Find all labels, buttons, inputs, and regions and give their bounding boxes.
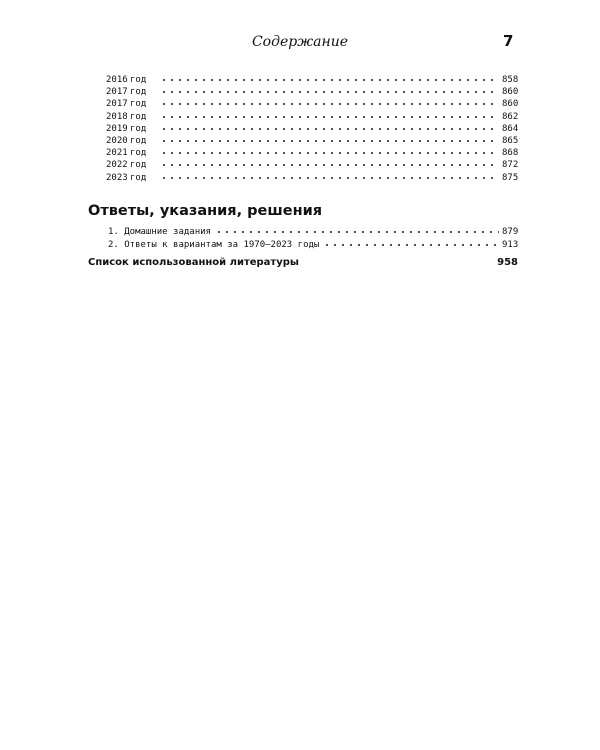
toc-entry-year bbox=[106, 143, 519, 159]
toc-entry-year bbox=[106, 168, 519, 183]
toc-entry-label: 1. Домашние задания bbox=[108, 227, 211, 237]
toc-page-number: 879 bbox=[502, 227, 519, 237]
toc-year: 2017 bbox=[106, 87, 128, 98]
toc-year: 2018 bbox=[106, 111, 128, 122]
toc-year: 2023 bbox=[106, 172, 128, 183]
answers-entries-list bbox=[108, 222, 518, 248]
toc-entry-year bbox=[106, 70, 519, 85]
toc-page-number: 868 bbox=[502, 148, 519, 159]
page-header bbox=[0, 32, 600, 54]
bibliography-page-number: 958 bbox=[497, 257, 518, 268]
toc-year-label: год bbox=[130, 172, 147, 183]
toc-page-number: 858 bbox=[502, 75, 519, 85]
toc-page-number: 860 bbox=[502, 87, 519, 98]
toc-page-number: 865 bbox=[502, 135, 519, 146]
dot-leader bbox=[160, 82, 499, 94]
toc-entry-bibliography bbox=[88, 257, 518, 268]
toc-entry-year bbox=[106, 119, 519, 134]
toc-year: 2019 bbox=[106, 123, 128, 134]
toc-year-label: год bbox=[130, 87, 147, 98]
toc-year-label: год bbox=[130, 135, 147, 146]
toc-entry-year bbox=[106, 155, 519, 171]
toc-year: 2020 bbox=[106, 135, 128, 146]
dot-leader bbox=[160, 107, 499, 119]
toc-year-label: год bbox=[130, 148, 147, 159]
dot-leader bbox=[160, 131, 499, 143]
toc-page-number: 864 bbox=[502, 123, 519, 134]
page-number: 7 bbox=[503, 32, 514, 50]
toc-year-label: год bbox=[130, 123, 147, 134]
toc-year: 2016 bbox=[106, 75, 128, 85]
dot-leader bbox=[160, 155, 499, 167]
toc-page-number: 913 bbox=[502, 240, 519, 250]
year-entries-list bbox=[106, 70, 519, 183]
dot-leader bbox=[160, 143, 499, 155]
toc-entry-year bbox=[106, 82, 519, 98]
toc-page-number: 872 bbox=[502, 160, 519, 171]
toc-year-label: год bbox=[130, 75, 147, 85]
toc-entry-year bbox=[106, 94, 519, 110]
running-title: Содержание bbox=[251, 34, 349, 50]
toc-entry-year bbox=[106, 131, 519, 146]
toc-year: 2022 bbox=[106, 160, 128, 171]
section-heading-answers: Ответы, указания, решения bbox=[88, 203, 323, 219]
toc-entry-label: 2. Ответы к вариантам за 1970–2023 годы bbox=[108, 240, 320, 250]
toc-year: 2021 bbox=[106, 148, 128, 159]
toc-entry-year bbox=[106, 107, 519, 122]
toc-entry-answers bbox=[108, 222, 518, 235]
toc-year-label: год bbox=[130, 111, 147, 122]
toc-year-label: год bbox=[130, 99, 147, 110]
toc-year-label: год bbox=[130, 160, 147, 171]
toc-page-number: 860 bbox=[502, 99, 519, 110]
dot-leader bbox=[160, 94, 499, 106]
toc-year: 2017 bbox=[106, 99, 128, 110]
dot-leader bbox=[160, 70, 499, 82]
toc-page-number: 862 bbox=[502, 111, 519, 122]
dot-leader bbox=[160, 119, 499, 131]
dot-leader bbox=[160, 168, 499, 180]
bibliography-label: Список использованной литературы bbox=[88, 257, 299, 268]
dot-leader bbox=[323, 235, 499, 247]
toc-page-number: 875 bbox=[502, 172, 519, 183]
dot-leader bbox=[215, 222, 499, 234]
